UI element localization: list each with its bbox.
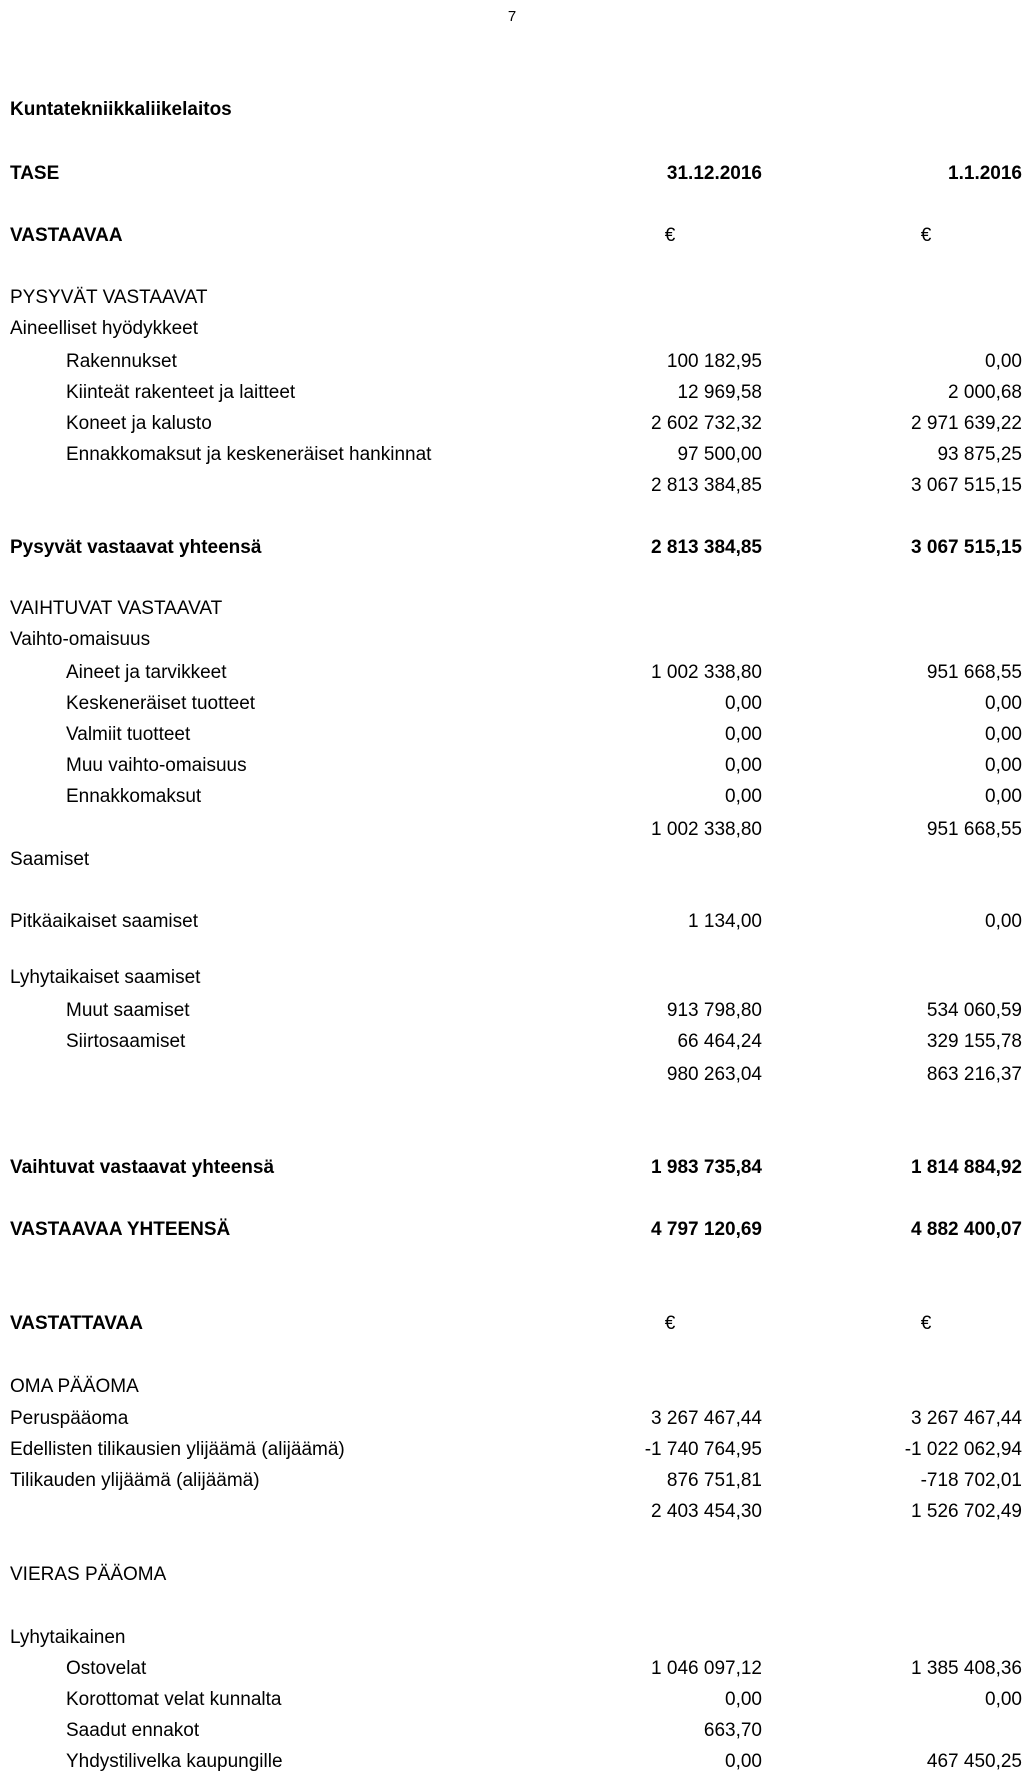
row-label: Muut saamiset	[66, 1000, 190, 1021]
row-value-2: 0,00	[985, 693, 1022, 714]
row-value-1: 0,00	[725, 1689, 762, 1710]
row-value-2: 0,00	[985, 786, 1022, 807]
current-assets-total-label: Vaihtuvat vastaavat yhteensä	[10, 1157, 275, 1178]
row-value-1: 0,00	[725, 755, 762, 776]
row-value-2: 0,00	[985, 724, 1022, 745]
long-term-receivables-2: 0,00	[985, 911, 1022, 932]
row-value-2: 2 000,68	[948, 382, 1022, 403]
inventories-subtotal-1: 1 002 338,80	[651, 819, 762, 840]
assets-heading: VASTAAVAA	[10, 225, 123, 246]
row-label: Valmiit tuotteet	[66, 724, 191, 745]
row-label: Peruspääoma	[10, 1408, 129, 1429]
row-value-1: 100 182,95	[666, 351, 762, 372]
equity-subtotal-1: 2 403 454,30	[651, 1501, 762, 1522]
inventories-subheading: Vaihto-omaisuus	[10, 629, 151, 650]
long-term-receivables-label: Pitkäaikaiset saamiset	[10, 911, 198, 932]
row-value-1: 2 602 732,32	[651, 413, 762, 434]
row-label: Koneet ja kalusto	[66, 413, 212, 434]
row-value-1: 913 798,80	[666, 1000, 762, 1021]
current-assets-total-1: 1 983 735,84	[651, 1157, 762, 1178]
row-value-1: 1 002 338,80	[651, 662, 762, 683]
currency-symbol-2: €	[920, 1313, 932, 1334]
row-value-1: 3 267 467,44	[651, 1408, 762, 1429]
row-label: Tilikauden ylijäämä (alijäämä)	[10, 1470, 260, 1491]
row-label: Rakennukset	[66, 351, 177, 372]
assets-total-label: VASTAAVAA YHTEENSÄ	[10, 1219, 231, 1240]
long-term-receivables-1: 1 134,00	[688, 911, 762, 932]
currency-symbol-2: €	[920, 225, 932, 246]
fixed-assets-subtotal-2: 3 067 515,15	[911, 475, 1022, 496]
row-label: Muu vaihto-omaisuus	[66, 755, 247, 776]
fixed-assets-total-label: Pysyvät vastaavat yhteensä	[10, 537, 262, 558]
fixed-assets-heading: PYSYVÄT VASTAAVAT	[10, 287, 208, 308]
row-label: Edellisten tilikausien ylijäämä (alijäämä)	[10, 1439, 345, 1460]
short-term-receivables-subtotal-2: 863 216,37	[926, 1064, 1022, 1085]
row-value-1: 0,00	[725, 786, 762, 807]
row-value-2: -718 702,01	[920, 1470, 1022, 1491]
row-value-1: 0,00	[725, 724, 762, 745]
fixed-assets-total-2: 3 067 515,15	[911, 537, 1022, 558]
row-value-1: 66 464,24	[677, 1031, 762, 1052]
assets-total-1: 4 797 120,69	[651, 1219, 762, 1240]
equity-heading: OMA PÄÄOMA	[10, 1376, 139, 1397]
row-value-2: 534 060,59	[926, 1000, 1022, 1021]
date-column-1: 31.12.2016	[666, 163, 762, 184]
current-assets-total-2: 1 814 884,92	[911, 1157, 1022, 1178]
row-label: Korottomat velat kunnalta	[66, 1689, 282, 1710]
equity-subtotal-2: 1 526 702,49	[911, 1501, 1022, 1522]
row-value-2: 1 385 408,36	[911, 1658, 1022, 1679]
row-label: Ennakkomaksut ja keskeneräiset hankinnat	[66, 444, 432, 465]
tangible-assets-subheading: Aineelliset hyödykkeet	[10, 318, 198, 339]
row-label: Ennakkomaksut	[66, 786, 202, 807]
row-value-1: 12 969,58	[677, 382, 762, 403]
row-value-1: 876 751,81	[666, 1470, 762, 1491]
row-value-2: 329 155,78	[926, 1031, 1022, 1052]
row-value-2: 2 971 639,22	[911, 413, 1022, 434]
short-term-receivables-heading: Lyhytaikaiset saamiset	[10, 967, 201, 988]
current-assets-heading: VAIHTUVAT VASTAAVAT	[10, 598, 223, 619]
date-column-2: 1.1.2016	[948, 163, 1022, 184]
row-value-2: 0,00	[985, 1689, 1022, 1710]
row-label: Siirtosaamiset	[66, 1031, 186, 1052]
row-value-2: -1 022 062,94	[904, 1439, 1022, 1460]
row-value-1: 97 500,00	[677, 444, 762, 465]
inventories-subtotal-2: 951 668,55	[926, 819, 1022, 840]
row-value-1: -1 740 764,95	[644, 1439, 762, 1460]
row-value-2: 467 450,25	[926, 1751, 1022, 1772]
row-value-2: 951 668,55	[926, 662, 1022, 683]
receivables-heading: Saamiset	[10, 849, 90, 870]
row-label: Aineet ja tarvikkeet	[66, 662, 227, 683]
row-label: Yhdystilivelka kaupungille	[66, 1751, 283, 1772]
assets-total-2: 4 882 400,07	[911, 1219, 1022, 1240]
currency-symbol-1: €	[664, 225, 676, 246]
balance-sheet-title: TASE	[10, 163, 60, 184]
row-value-2: 0,00	[985, 755, 1022, 776]
organization-name: Kuntatekniikkaliikelaitos	[10, 99, 232, 120]
row-label: Keskeneräiset tuotteet	[66, 693, 256, 714]
row-label: Kiinteät rakenteet ja laitteet	[66, 382, 296, 403]
row-value-1: 1 046 097,12	[651, 1658, 762, 1679]
currency-symbol-1: €	[664, 1313, 676, 1334]
row-value-2: 0,00	[985, 351, 1022, 372]
row-label: Ostovelat	[66, 1658, 147, 1679]
row-value-2: 93 875,25	[937, 444, 1022, 465]
row-value-1: 0,00	[725, 693, 762, 714]
row-value-1: 663,70	[703, 1720, 762, 1741]
row-label: Saadut ennakot	[66, 1720, 200, 1741]
fixed-assets-subtotal-1: 2 813 384,85	[651, 475, 762, 496]
row-value-1: 0,00	[725, 1751, 762, 1772]
page-number: 7	[507, 8, 517, 25]
liabilities-capital-heading: VIERAS PÄÄOMA	[10, 1564, 167, 1585]
short-term-liabilities-subheading: Lyhytaikainen	[10, 1627, 126, 1648]
row-value-2: 3 267 467,44	[911, 1408, 1022, 1429]
fixed-assets-total-1: 2 813 384,85	[651, 537, 762, 558]
liabilities-heading: VASTATTAVAA	[10, 1313, 143, 1334]
short-term-receivables-subtotal-1: 980 263,04	[666, 1064, 762, 1085]
